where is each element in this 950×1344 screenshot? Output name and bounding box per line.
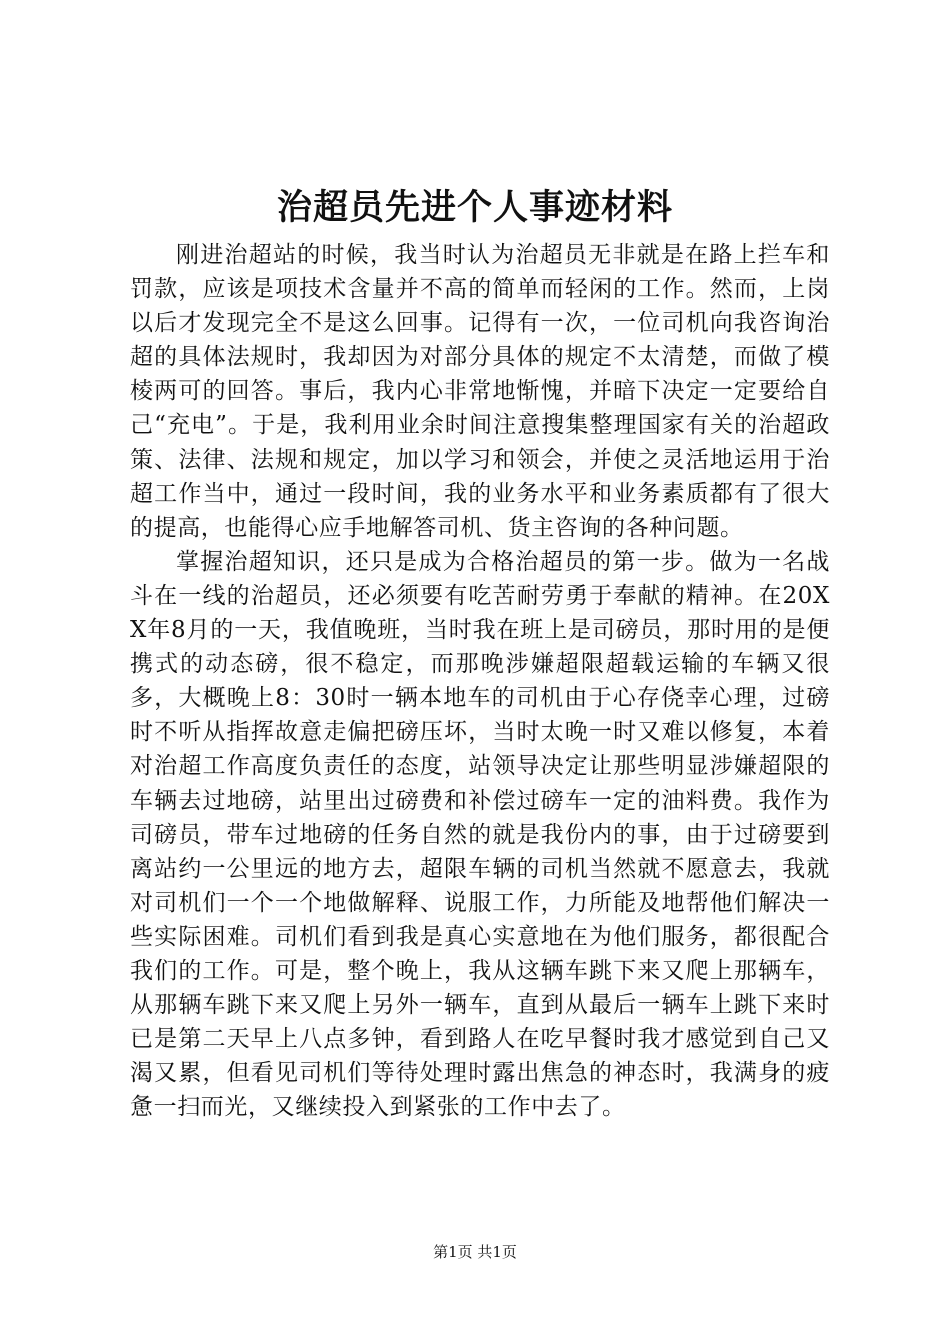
paragraph-1: 刚进治超站的时候，我当时认为治超员无非就是在路上拦车和罚款，应该是项技术含量并不高的简单而轻闲的工作。然而，上岗以后才发现完全不是这么回事。记得有一次，一位司机向我咨询治超的具体法规时，我却因为对部分具体的规定不太清楚，而做了模棱两可的回答。事后，我内心非常地惭愧，并暗下决定一定要给自己“充电”。于是，我利用业余时间注意搜集整理国家有关的治超政策、法律、法规和规定，加以学习和领会，并使之灵活地运用于治超工作当中，通过一段时间，我的业务水平和业务素质都有了很大的提高，也能得心应手地解答司机、货主咨询的各种问题。 <box>130 242 830 541</box>
page-footer: 第1页 共1页 <box>433 1243 517 1261</box>
document-body <box>130 238 830 1124</box>
paragraph-2: 掌握治超知识，还只是成为合格治超员的第一步。做为一名战斗在一线的治超员，还必须要有吃苦耐劳勇于奉献的精神。在20XX年8月的一天，我值晚班，当时我在班上是司磅员，那时用的是便携式的动态磅，很不稳定，而那晚涉嫌超限超载运输的车辆又很多，大概晚上8：30时一辆本地车的司机由于心存侥幸心理，过磅时不听从指挥故意走偏把磅压坏，当时太晚一时又难以修复，本着对治超工作高度负责任的态度，站领导决定让那些明显涉嫌超限的车辆去过地磅，站里出过磅费和补偿过磅车一定的油料费。我作为司磅员，带车过地磅的任务自然的就是我份内的事，由于过磅要到离站约一公里远的地方去，超限车辆的司机当然就不愿意去，我就对司机们一个一个地做解释、说服工作，力所能及地帮他们解决一些实际困难。司机们看到我是真心实意地在为他们服务，都很配合我们的工作。可是，整个晚上，我从这辆车跳下来又爬上那辆车，从那辆车跳下来又爬上另外一辆车，直到从最后一辆车上跳下来时已是第二天早上八点多钟，看到路人在吃早餐时我才感觉到自己又渴又累，但看见司机们等待处理时露出焦急的神态时，我满身的疲惫一扫而光，又继续投入到紧张的工作中去了。 <box>130 548 830 1121</box>
document-title: 治超员先进个人事迹材料 <box>276 187 673 228</box>
